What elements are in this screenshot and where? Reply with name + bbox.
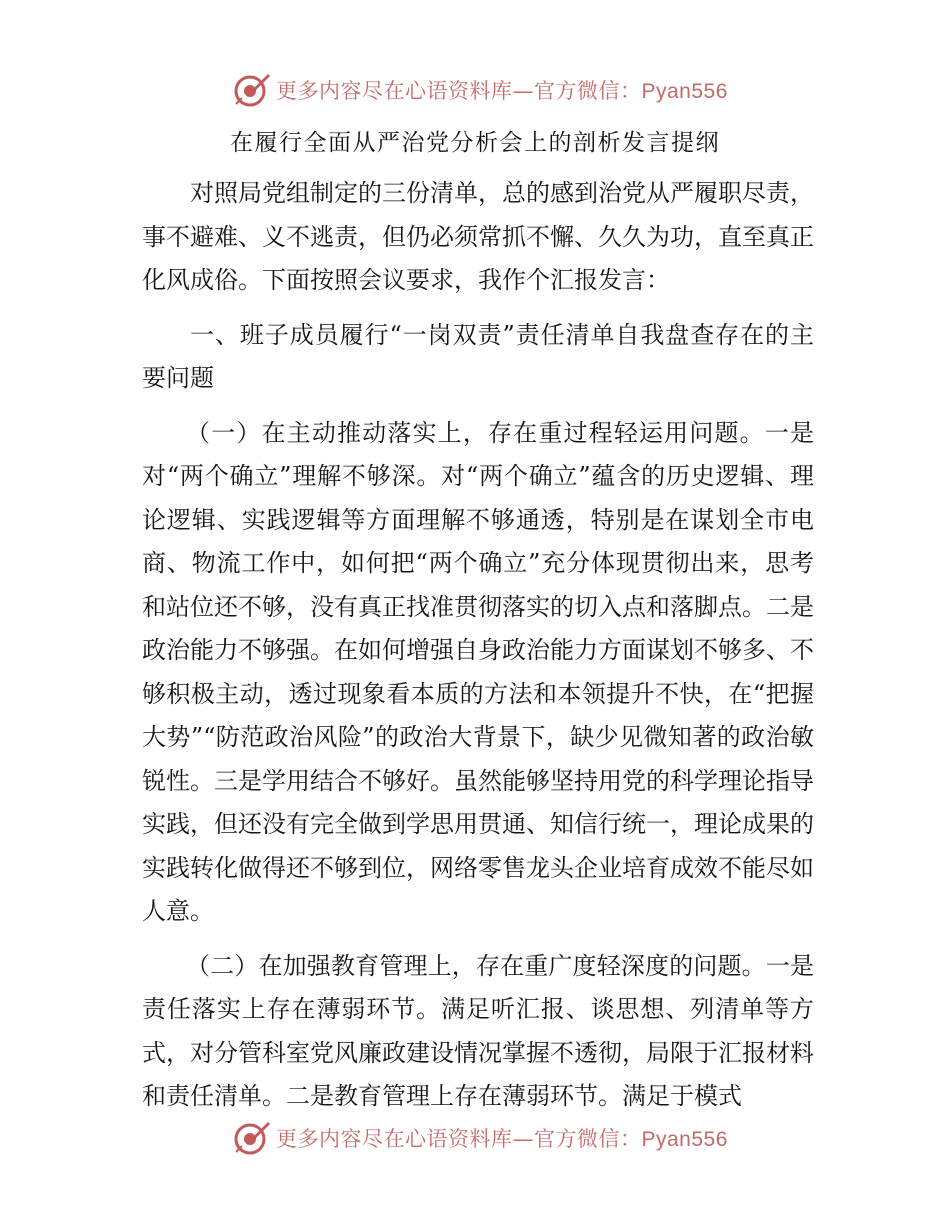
- watermark-banner-bottom: [232, 1118, 728, 1158]
- watermark-banner-top: [232, 70, 728, 110]
- wechat-id: Pyan556: [641, 1128, 728, 1151]
- paragraph-section-1-heading: 一、班子成员履行“一岗双责”责任清单自我盘查存在的主要问题: [142, 320, 814, 392]
- document-title: 在履行全面从严治党分析会上的剖析发言提纲: [230, 130, 720, 156]
- paragraph-item-1: （一）在主动推动落实上，存在重过程轻运用问题。一是对“两个确立”理解不够深。对“两个确立”蕴含的历史逻辑、理论逻辑、实践逻辑等方面理解不够通透，特别是在谋划全市电商、物流工作中，如何把“两个确立”充分体现贯彻出来，思考和站位还不够，没有真正找准贯彻落实的切入点和落脚点。二是政治能力不够强。在如何增强自身政治能力方面谋划不够多、不够积极主动，透过现象看本质的方法和本领提升不快，在“把握大势”“防范政治风险”的政治大背景下，缺少见微知著的政治敏锐性。三是学用结合不够好。虽然能够坚持用党的科学理论指导实践，但还没有完全做到学思用贯通、知信行统一，理论成果的实践转化做得还不够到位，网络零售龙头企业培育成效不能尽如人意。: [142, 418, 814, 925]
- pen-logo-icon: [232, 70, 272, 110]
- document-body: [142, 172, 814, 1130]
- watermark-text: 更多内容尽在心语资料库—官方微信：Pyan556: [276, 79, 728, 103]
- wechat-id: Pyan556: [641, 80, 728, 103]
- pen-logo-icon: [232, 1118, 272, 1158]
- paragraph-intro: 对照局党组制定的三份清单，总的感到治党从严履职尽责，事不避难、义不逃责，但仍必须常抓不懈、久久为功，直至真正化风成俗。下面按照会议要求，我作个汇报发言：: [142, 179, 814, 294]
- watermark-text: 更多内容尽在心语资料库—官方微信：Pyan556: [276, 1127, 728, 1151]
- paragraph-item-2: （二）在加强教育管理上，存在重广度轻深度的问题。一是责任落实上存在薄弱环节。满足听汇报、谈思想、列清单等方式，对分管科室党风廉政建设情况掌握不透彻，局限于汇报材料和责任清单。二是教育管理上存在薄弱环节。满足于模式: [142, 951, 814, 1110]
